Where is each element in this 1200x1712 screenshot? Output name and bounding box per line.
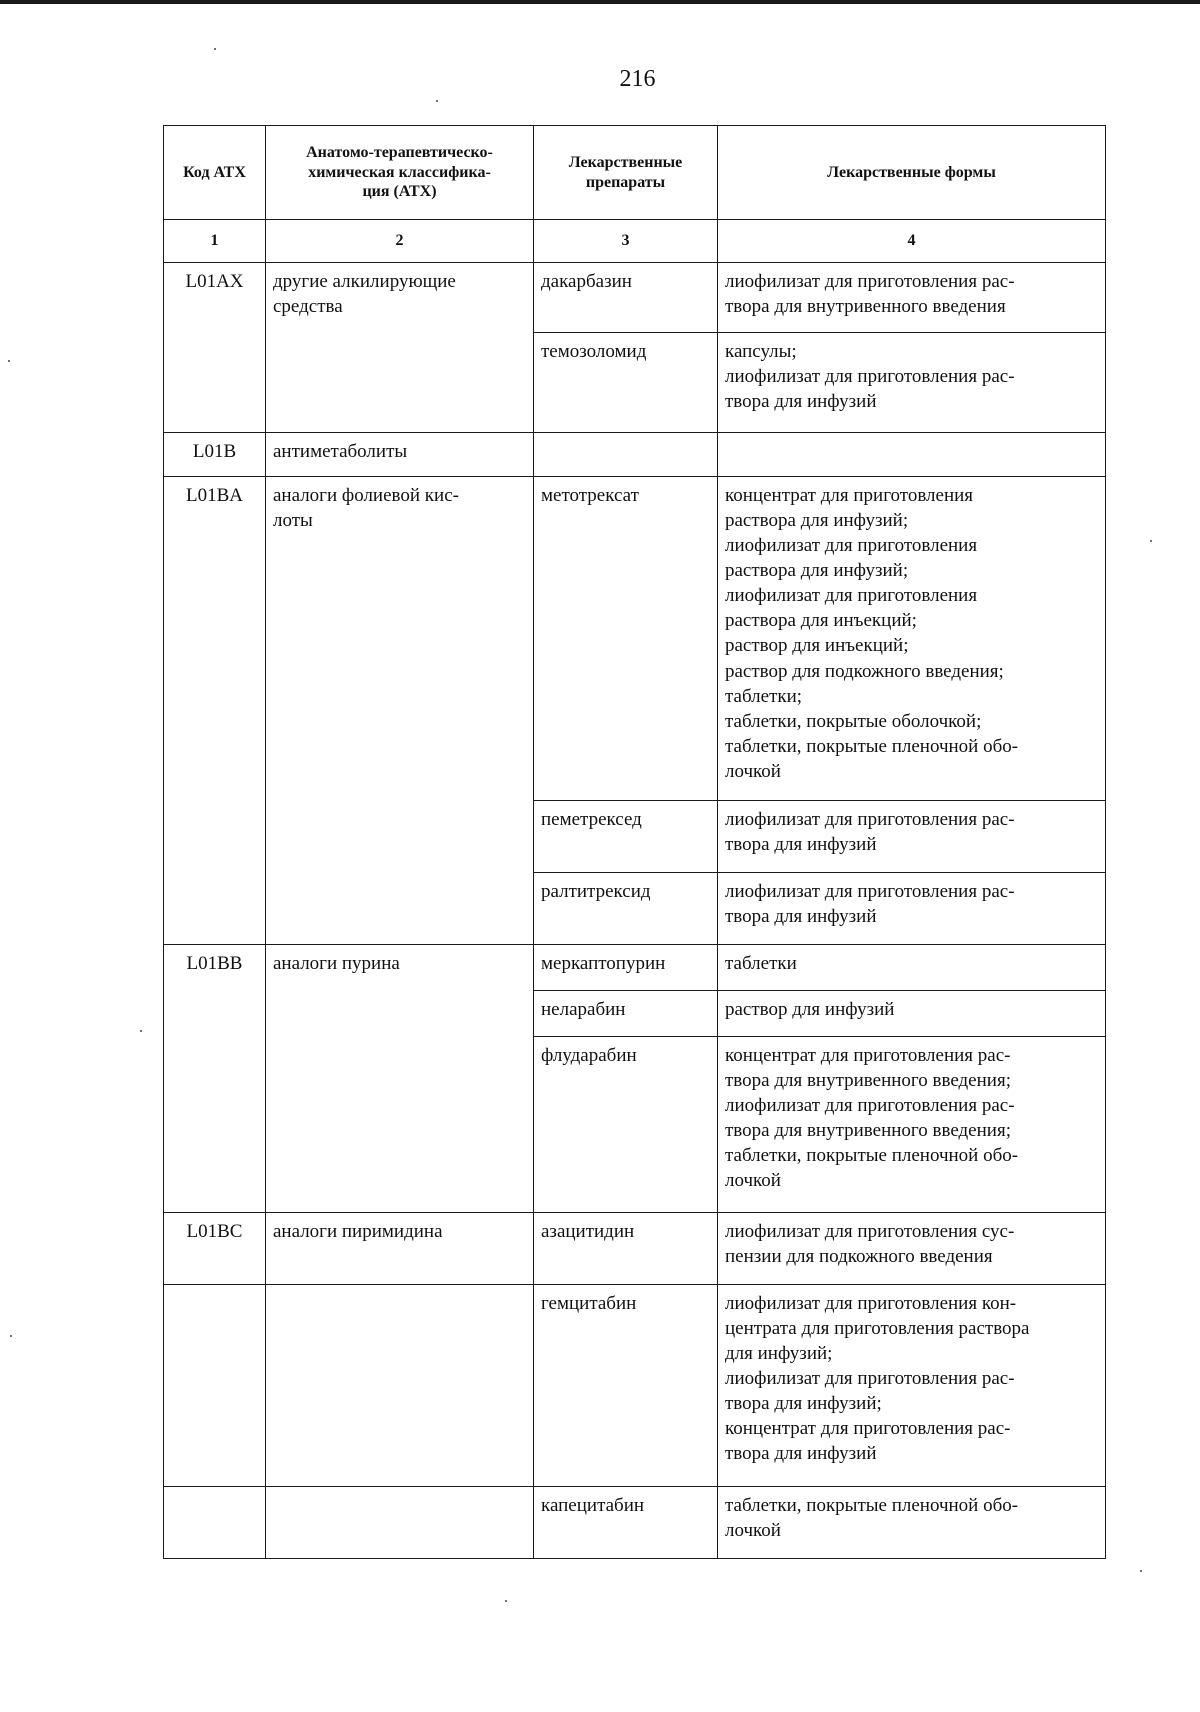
- page-number: 216: [619, 66, 656, 92]
- dosage-form-line: раствор для инфузий: [725, 999, 895, 1020]
- dosage-form-line: концентрат для приготовления рас-: [725, 1418, 1011, 1440]
- header-row: [164, 126, 1106, 220]
- atx-code: L01BB: [164, 945, 266, 1213]
- classification-line: аналоги пурина: [273, 953, 400, 974]
- drug-name: ралтитрексид: [534, 873, 718, 945]
- drug-name: меркаптопурин: [534, 945, 718, 991]
- dosage-form-line: раствора для инъекций;: [725, 610, 917, 632]
- scan-speck: [214, 48, 216, 50]
- scan-speck: [436, 100, 438, 102]
- dosage-forms: [718, 801, 1106, 873]
- dosage-form-line: твора для инфузий: [725, 1443, 877, 1465]
- dosage-form-line: пензии для подкожного введения: [725, 1246, 993, 1268]
- atx-classification: [266, 433, 534, 477]
- dosage-forms: [718, 1285, 1106, 1487]
- dosage-form-line: для инфузий;: [725, 1343, 833, 1365]
- drug-name: флударабин: [534, 1037, 718, 1213]
- dosage-form-line: твора для внутривенного введения: [725, 296, 1006, 318]
- scan-speck: [10, 1335, 12, 1337]
- classification-line: аналоги пиримидина: [273, 1221, 443, 1242]
- dosage-form-line: раствора для инфузий;: [725, 510, 909, 532]
- drug-name: [534, 433, 718, 477]
- scan-speck: [8, 360, 10, 362]
- dosage-form-line: таблетки, покрытые пленочной обо-: [725, 1495, 1019, 1516]
- drug-name: дакарбазин: [534, 263, 718, 333]
- dosage-forms: [718, 1213, 1106, 1285]
- atx-code: [164, 1285, 266, 1487]
- dosage-form-line: концентрат для приготовления: [725, 485, 974, 506]
- classification-line: средства: [273, 296, 343, 318]
- drug-name: неларабин: [534, 991, 718, 1037]
- dosage-form-line: таблетки, покрытые оболочкой;: [725, 710, 982, 732]
- header-code: Код АТХ: [164, 126, 266, 220]
- dosage-forms: [718, 945, 1106, 991]
- dosage-forms: [718, 1037, 1106, 1213]
- table-row: [164, 1285, 1106, 1487]
- dosage-form-line: лиофилизат для приготовления рас-: [725, 366, 1015, 388]
- drug-name: метотрексат: [534, 477, 718, 801]
- dosage-form-line: твора для инфузий;: [725, 1393, 882, 1415]
- classification-line: лоты: [273, 510, 313, 532]
- column-number: 2: [266, 220, 534, 263]
- dosage-form-line: раствор для подкожного введения;: [725, 660, 1004, 682]
- dosage-form-line: лиофилизат для приготовления рас-: [725, 881, 1015, 902]
- page-top-border: [0, 0, 1200, 4]
- table-row: [164, 1487, 1106, 1559]
- dosage-form-line: твора для внутривенного введения;: [725, 1120, 1011, 1142]
- dosage-form-line: лочкой: [725, 760, 781, 782]
- dosage-form-line: лиофилизат для приготовления рас-: [725, 271, 1015, 292]
- table-row: [164, 1213, 1106, 1285]
- drug-name: капецитабин: [534, 1487, 718, 1559]
- dosage-form-line: твора для инфузий: [725, 834, 877, 856]
- classification-line: аналоги фолиевой кис-: [273, 485, 459, 506]
- dosage-forms: [718, 1487, 1106, 1559]
- dosage-form-line: лиофилизат для приготовления рас-: [725, 1095, 1015, 1117]
- scan-speck: [1140, 1570, 1142, 1572]
- drug-name: азацитидин: [534, 1213, 718, 1285]
- dosage-form-line: лиофилизат для приготовления сус-: [725, 1221, 1015, 1242]
- atx-classification: [266, 1487, 534, 1559]
- header-drugs: Лекарственные препараты: [534, 126, 718, 220]
- dosage-form-line: лиофилизат для приготовления: [725, 585, 978, 607]
- column-number-row: [164, 220, 1106, 263]
- dosage-form-line: таблетки: [725, 953, 797, 974]
- dosage-form-line: капсулы;: [725, 341, 797, 362]
- dosage-form-line: лочкой: [725, 1520, 781, 1542]
- atx-classification: [266, 1213, 534, 1285]
- column-number: 3: [534, 220, 718, 263]
- atx-classification: [266, 263, 534, 433]
- drug-name: темозоломид: [534, 333, 718, 433]
- header-classification: Анатомо-терапевтическо- химическая классифика- ция (АТХ): [266, 126, 534, 220]
- dosage-form-line: центрата для приготовления раствора: [725, 1318, 1030, 1340]
- table-row: [164, 433, 1106, 477]
- classification-line: антиметаболиты: [273, 441, 408, 462]
- dosage-form-line: таблетки, покрытые пленочной обо-: [725, 735, 1019, 757]
- dosage-forms: [718, 873, 1106, 945]
- atx-classification: [266, 477, 534, 945]
- dosage-form-line: раствор для инъекций;: [725, 635, 909, 657]
- column-number: 4: [718, 220, 1106, 263]
- dosage-form-line: лиофилизат для приготовления: [725, 535, 978, 557]
- scan-speck: [140, 1030, 142, 1032]
- dosage-forms: [718, 433, 1106, 477]
- atx-code: L01BC: [164, 1213, 266, 1285]
- atx-code: L01BA: [164, 477, 266, 945]
- drug-name: пеметрексед: [534, 801, 718, 873]
- classification-line: другие алкилирующие: [273, 271, 456, 292]
- dosage-forms: [718, 263, 1106, 333]
- table-row: [164, 945, 1106, 991]
- scan-speck: [505, 1600, 507, 1602]
- atx-code: L01B: [164, 433, 266, 477]
- header-forms: Лекарственные формы: [718, 126, 1106, 220]
- dosage-form-line: лиофилизат для приготовления рас-: [725, 809, 1015, 830]
- dosage-form-line: твора для внутривенного введения;: [725, 1070, 1011, 1092]
- dosage-form-line: лиофилизат для приготовления кон-: [725, 1293, 1017, 1314]
- dosage-form-line: лочкой: [725, 1170, 781, 1192]
- atx-code: L01AX: [164, 263, 266, 433]
- atx-classification: [266, 1285, 534, 1487]
- dosage-form-line: твора для инфузий: [725, 391, 877, 413]
- atx-classification: [266, 945, 534, 1213]
- column-number: 1: [164, 220, 266, 263]
- dosage-forms: [718, 333, 1106, 433]
- dosage-form-line: твора для инфузий: [725, 906, 877, 928]
- dosage-form-line: лиофилизат для приготовления рас-: [725, 1368, 1015, 1390]
- dosage-forms: [718, 477, 1106, 801]
- drug-name: гемцитабин: [534, 1285, 718, 1487]
- dosage-form-line: таблетки;: [725, 685, 803, 707]
- table-row: [164, 477, 1106, 801]
- atx-code: [164, 1487, 266, 1559]
- atx-table: [163, 125, 1106, 1559]
- dosage-form-line: таблетки, покрытые пленочной обо-: [725, 1145, 1019, 1167]
- dosage-form-line: раствора для инфузий;: [725, 560, 909, 582]
- dosage-forms: [718, 991, 1106, 1037]
- table-row: [164, 263, 1106, 333]
- dosage-form-line: концентрат для приготовления рас-: [725, 1045, 1011, 1066]
- scan-speck: [1150, 540, 1152, 542]
